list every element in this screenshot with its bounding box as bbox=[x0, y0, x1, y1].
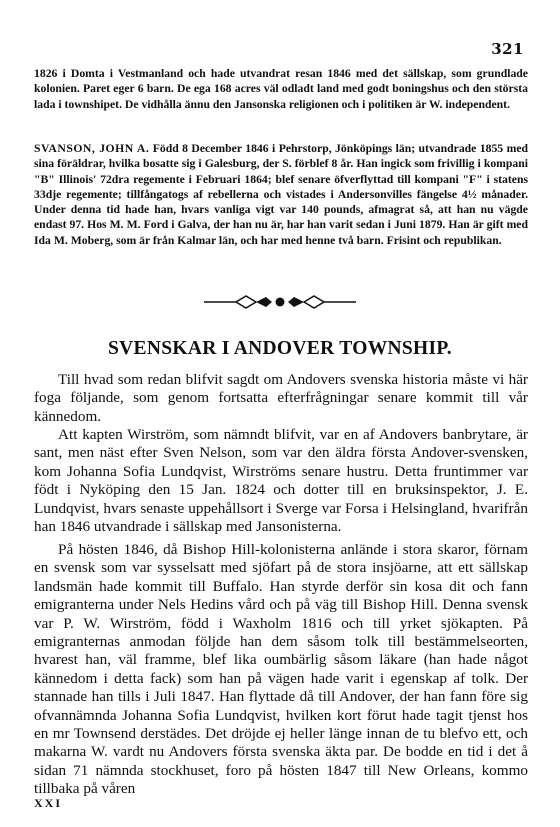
svanson-name: SVANSON, JOHN A. bbox=[34, 142, 150, 155]
signature-mark: XXI bbox=[34, 796, 63, 810]
paragraph-svanson bbox=[34, 141, 528, 248]
ornament-divider-icon bbox=[200, 292, 360, 312]
page-number: 321 bbox=[491, 40, 524, 58]
section-title: SVENSKAR I ANDOVER TOWNSHIP. bbox=[108, 338, 452, 359]
svanson-text: Född 8 December 1846 i Pehrstorp, Jönköpings län; utvandrade 1855 med sina föräldrar, hvilka bosatte sig i Galesburg, der S. förblef 8 år. Han ingick som frivillig i kompani "B" Illinois' 72dra regemente i Februari 1864; blef senare öfverflyttad till kompani "F" i statens 33dje regemente; tillfångatogs af rebellerna och vistades i Andersonvilles fängelse 4½ månader. Under denna tid hade han, hvars vanliga vigt var 140 pounds, afmagrat så, att han nu vägde endast 97. Hos M. M. Ford i Galva, der han nu är, har han varit sedan i Juni 1879. Han är gift med Ida M. Moberg, som är från Kalmar län, och har med henne två barn. Frisint och republikan. bbox=[34, 142, 529, 247]
body-paragraph: På hösten 1846, då Bishop Hill-kolonisterna anlände i stora skaror, förnam en svensk som var sysselsatt med sjöfart på de stora insjöarne, att ett sällskap landsmän hade kommit till Buffalo. Han styrde derför sin kosa dit och fann emigranterna under Nels Hedins vård och på väg till Bishop Hill. Denna svensk var P. W. Wirström, född i Waxholm 1816 och till yrket sjökapten. På emigranternas anmodan följde han dem såsom tolk till bestämmelseorten, hvarest han, väl framme, blef lika oumbärlig såsom läkare (han hade något kännedom i detta fack) som han på vägen hade varit i egenskap af tolk. Der stannade han tills i Juli 1847. Han flyttade då till Andover, der han fann före sig ofvannämnda Johanna Sofia Lundqvist, hvilken kort förut hade tagit tjenst hos en mr Townsend derstädes. Det dröjde ej heller länge innan de tu blefvo ett, och makarna W. vardt nu Andovers första svenska äkta par. De bodde en tid i det å sidan 71 nämnda stockhuset, foro på hösten 1847 till New Orleans, kommo tillbaka på våren bbox=[34, 541, 528, 798]
paragraph-wirstrom-family: 1826 i Domta i Vestmanland och hade utvandrat resan 1846 med det sällskap, som grundlade kolonien. Paret eger 6 barn. De ega 168 acres väl odladt land med godt boningshus och den största lada i townshipet. De vidhålla ännu den Jansonska religionen och i politiken är W. independent. bbox=[34, 67, 528, 111]
body-paragraph: Till hvad som redan blifvit sagdt om Andovers svenska historia måste vi här foga följande, som genom fortsatta efterfrågningar senare kommit till vår kännedom. bbox=[34, 371, 528, 425]
body-paragraph: Att kapten Wirström, som nämndt blifvit, var en af Andovers banbrytare, är sant, men näst efter Sven Nelson, som var den äldra första Andover-svensken, kom Johanna Sofia Lundqvist, Wirströms senare hustru. Detta fruntimmer var födt i Nyköping den 15 Jan. 1824 och dotter till en bruksinspektor, J. E. Lundqvist, hvars senaste uppehållsort i Sverge var Forsa i Helsingland, hvarifrån han 1846 utvandrade i sällskap med Jansonisterna. bbox=[34, 426, 528, 536]
